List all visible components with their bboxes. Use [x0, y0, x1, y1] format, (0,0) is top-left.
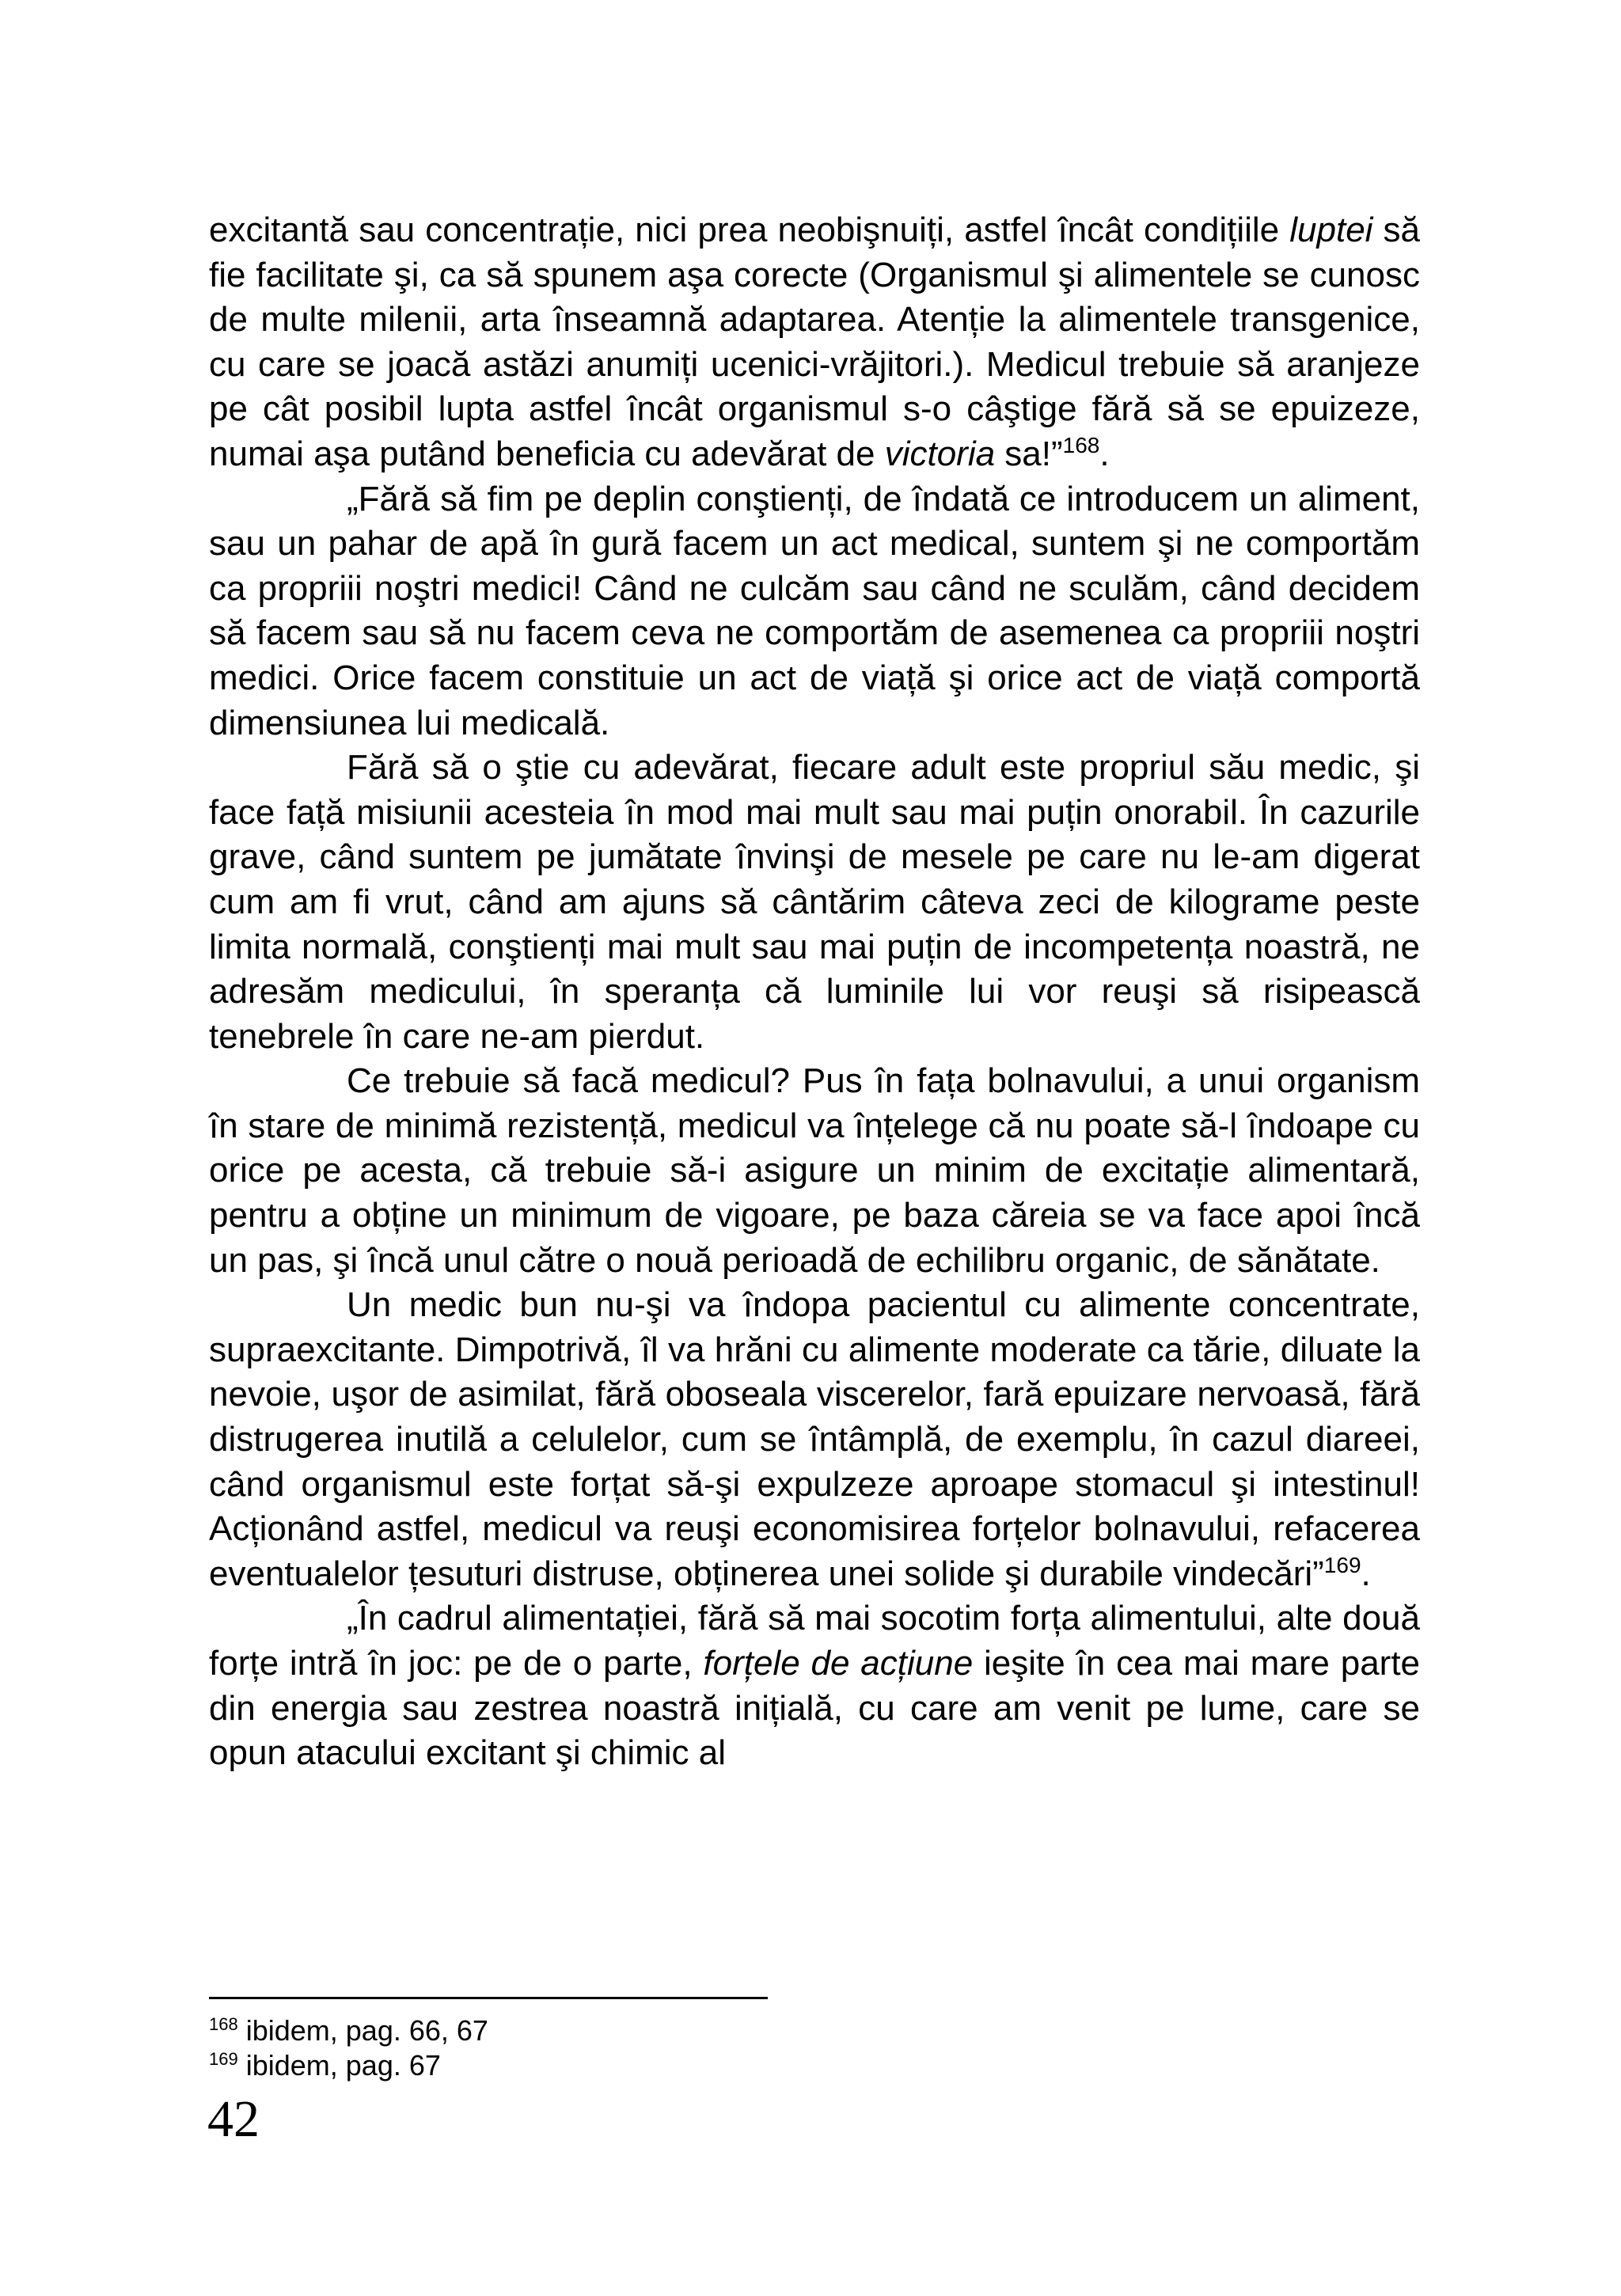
- paragraph: [209, 746, 1420, 1059]
- text-run: excitantă sau concentrație, nici prea neobişnuiți, astfel încât condițiile: [209, 211, 1290, 249]
- text-run: „Fără să fim pe deplin conştienți, de îndată ce introducem un aliment, sau un pahar de apă în gură facem un act medical, suntem şi ne comportăm ca propriii noştri medici! Când ne culcăm sau când ne sculăm, când decidem să facem sau să nu facem ceva ne comportăm de asemenea ca propriii noştri medici. Orice facem constituie un act de viață şi orice act de viață comportă dimensiunea lui medicală.: [209, 479, 1420, 742]
- text-run: să fie facilitate şi, ca să spunem aşa corecte (Organismul şi alimentele se cunosc de multe milenii, arta înseamnă adaptarea. Atenție la alimentele transgenice, cu care se joacă astăzi anumiți ucenici-vrăjitori.). Medicul trebuie să aranjeze pe cât posibil lupta astfel încât organismul s-o câştige fără să se epuizeze, numai aşa putând beneficia cu adevărat de: [209, 211, 1420, 473]
- footnotes: [209, 2013, 1159, 2083]
- paragraph: [209, 477, 1420, 746]
- text-run: Un medic bun nu-şi va îndopa pacientul cu alimente concentrate, supraexcitante. Dimpotrivă, îl va hrăni cu alimente moderate ca tărie, diluate la nevoie, uşor de asimilat, fără oboseala viscerelor, fară epuizare nervoasă, fără distrugerea inutilă a celulelor, cum se întâmplă, de exemplu, în cazul diareei, când organismul este forțat să-şi expulzeze aproape stomacul şi intestinul! Acționând astfel, medicul va reuşi economisirea forțelor bolnavului, refacerea eventualelor țesuturi distruse, obținerea unei solide şi durabile vindecări”: [209, 1285, 1420, 1593]
- paragraph: [209, 208, 1420, 477]
- footnote-text: ibidem, pag. 67: [237, 2049, 441, 2082]
- text-run: ieşite în cea mai mare parte din energia sau zestrea noastră inițială, cu care am venit pe lume, care se opun atacului excitant şi chimic al: [209, 1644, 1421, 1773]
- paragraph: [209, 1596, 1420, 1775]
- text-run: .: [1099, 434, 1110, 473]
- paragraph: [209, 1059, 1420, 1283]
- italic-text: victoria: [884, 434, 996, 473]
- body-text: [209, 208, 1420, 1776]
- footnote-number: 169: [209, 2049, 238, 2069]
- footnote-separator: [209, 1997, 768, 1999]
- footnote-reference: 168: [1062, 432, 1100, 457]
- footnote: [209, 2048, 1159, 2083]
- page-number: 42: [207, 2090, 260, 2148]
- italic-text: forțele de acțiune: [703, 1644, 974, 1683]
- text-run: Ce trebuie să facă medicul? Pus în fața bolnavului, a unui organism în stare de minimă rezistență, medicul va înțelege că nu poate să-l îndoape cu orice pe acesta, că trebuie să-i asigure un minim de excitație alimentară, pentru a obține un minimum de vigoare, pe baza căreia se va face apoi încă un pas, şi încă unul către o nouă perioadă de echilibru organic, de sănătate.: [209, 1061, 1420, 1280]
- text-run: sa!”: [995, 434, 1063, 473]
- footnote-number: 168: [209, 2014, 238, 2034]
- text-run: Fără să o ştie cu adevărat, fiecare adult este propriul său medic, şi face față misiunii acesteia în mod mai mult sau mai puțin onorabil. În cazurile grave, când suntem pe jumătate învinşi de mesele pe care nu le-am digerat cum am fi vrut, când am ajuns să cântărim câteva zeci de kilograme peste limita normală, conştienți mai mult sau mai puțin de incompetența noastră, ne adresăm medicului, în speranța că luminile lui vor reuşi să risipească tenebrele în care ne-am pierdut.: [209, 748, 1420, 1056]
- paragraph: [209, 1283, 1420, 1596]
- italic-text: luptei: [1289, 211, 1373, 249]
- footnote-text: ibidem, pag. 66, 67: [237, 2014, 488, 2047]
- text-run: „În cadrul alimentației, fără să mai socotim forța alimentului, alte două forțe intră în joc: pe de o parte,: [209, 1599, 1420, 1683]
- text-run: .: [1361, 1554, 1371, 1593]
- footnote: [209, 2013, 1159, 2048]
- footnote-reference: 169: [1323, 1552, 1361, 1577]
